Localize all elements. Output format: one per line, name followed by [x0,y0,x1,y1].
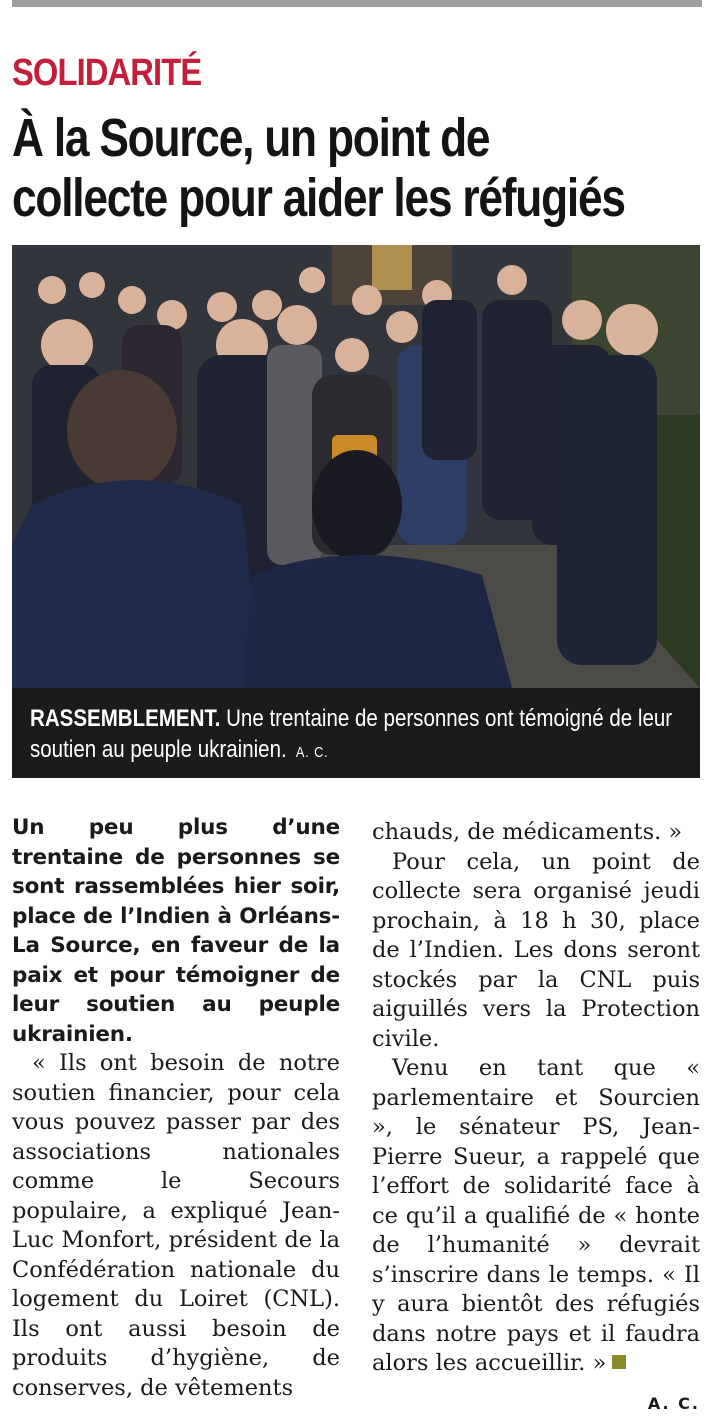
paragraph-3 [372,1054,700,1379]
paragraph-1: « Ils ont besoin de notre soutien financier, pour cela vous pouvez passer par des associations nationales comme le Secours populaire, a expliqué Jean-Luc Monfort, président de la Confédération nationale du logement du Loiret (CNL). Ils ont aussi besoin de produits d’hygiène, de conserves, de vêtements [12,1050,340,1401]
headline-line-2: collecte pour aider les réfugiés [12,168,625,228]
photo-crowd-illustration [12,245,700,688]
caption-text: Une trentaine de personnes ont témoigné de leur soutien au peuple ukrainien. [30,705,673,763]
top-rule [12,0,702,7]
article-photo [12,245,700,688]
photo-caption [12,688,700,778]
paragraph-1-continued: chauds, de médicaments. » [372,819,683,845]
headline-line-1: À la Source, un point de [12,108,490,168]
paragraph-2: Pour cela, un point de collecte sera organisé jeudi prochain, à 18 h 30, place de l’Indien. Les dons seront stockés par la CNL puis aiguillés vers la Protection civile. [372,848,700,1052]
caption-lead: RASSEMBLEMENT. [30,705,221,732]
headline [12,108,684,228]
end-of-article-icon [612,1355,626,1369]
column-left [12,813,340,1403]
paragraph-3-text: Venu en tant que « parlementaire et Sourcien », le sénateur PS, Jean-Pierre Sueur, a rappelé que l’effort de solidarité face à ce qu’il a qualifié de « honte de l’humanité » devrait s’inscrire dans le temps. « Il y aura bientôt des réfugiés dans notre pays et il faudra alors les accueillir. » [372,1055,700,1376]
column-right [372,818,700,1379]
section-kicker: SOLIDARITÉ [12,52,202,94]
byline: A. C. [647,1394,700,1413]
caption-credit: A. C. [295,744,329,761]
article-chapo: Un peu plus d’une trentaine de personnes se sont rassemblées hier soir, place de l’Indien à Orléans-La Source, en faveur de la paix et pour témoigner de leur soutien au peuple ukrainien. [12,815,340,1047]
